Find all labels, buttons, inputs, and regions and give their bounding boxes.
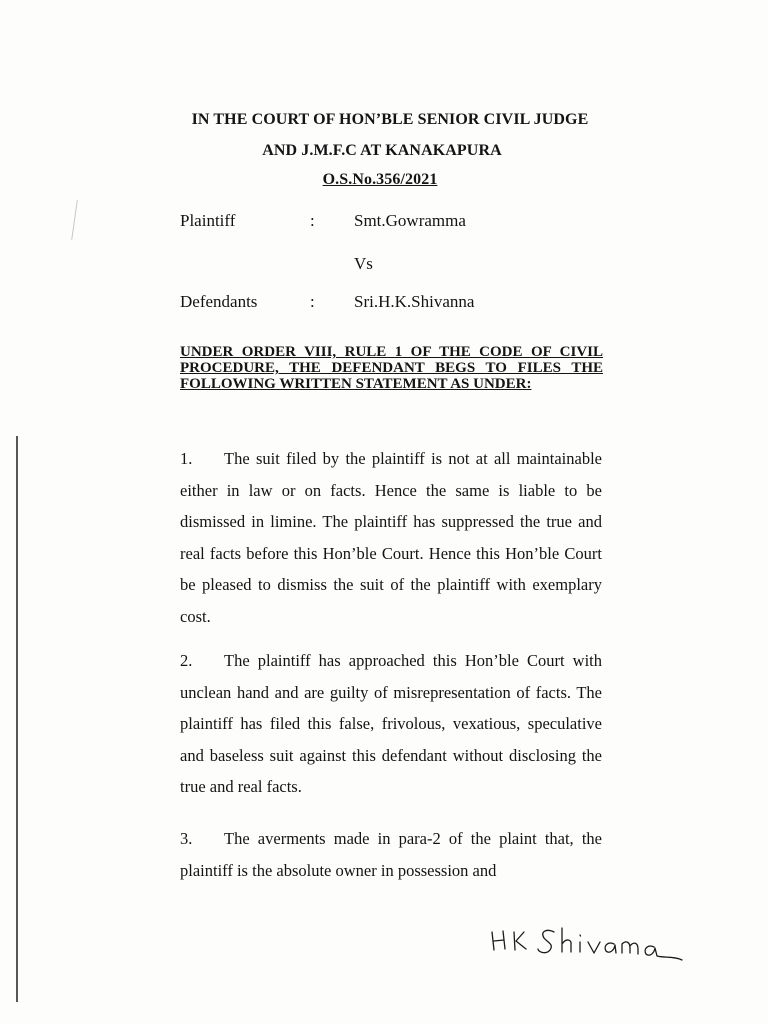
- signature-drawing: [488, 922, 688, 972]
- handwritten-signature: [488, 922, 688, 972]
- plaintiff-separator: :: [310, 211, 315, 230]
- paragraph-number: 1.: [180, 449, 193, 468]
- case-number: O.S.No.356/2021: [322, 171, 438, 188]
- scan-edge-line: [16, 436, 18, 1002]
- defendant-separator: :: [310, 292, 315, 311]
- paragraph-number: 3.: [180, 829, 193, 848]
- plaintiff-label: Plaintiff: [180, 211, 236, 230]
- defendant-name: Sri.H.K.Shivanna: [354, 292, 475, 311]
- plaintiff-name: Smt.Gowramma: [354, 211, 466, 230]
- order-heading: UNDER ORDER VIII, RULE 1 OF THE CODE OF CIVIL PROCEDURE, THE DEFENDANT BEGS TO FILES THE FOLLOWING WRITTEN STATEMENT AS UNDER:: [180, 344, 603, 392]
- paragraph-text: The plaintiff has approached this Hon’ble Court with unclean hand and are guilty of misrepresentation of facts. The plaintiff has filed this false, frivolous, vexatious, speculative and baseless suit against this defendant without disclosing the true and real facts.: [180, 651, 602, 796]
- versus-label: Vs: [354, 254, 373, 273]
- court-heading-line-2: AND J.M.F.C AT KANAKAPURA: [262, 142, 502, 159]
- defendant-label: Defendants: [180, 292, 258, 311]
- court-heading-line-1: IN THE COURT OF HON’BLE SENIOR CIVIL JUDGE: [191, 111, 589, 128]
- paragraph-3: [180, 823, 602, 886]
- paragraph-1: [180, 443, 602, 632]
- paragraph-text: The suit filed by the plaintiff is not at all maintainable either in law or on facts. Hence the same is liable to be dismissed in limine. The plaintiff has suppressed the true and real facts before this Hon’ble Court. Hence this Hon’ble Court be pleased to dismiss the suit of the plaintiff with exemplary cost.: [180, 449, 602, 626]
- scan-mark: [71, 200, 78, 240]
- paragraph-2: [180, 645, 602, 803]
- paragraph-text: The averments made in para-2 of the plaint that, the plaintiff is the absolute owner in possession and: [180, 829, 602, 880]
- paragraph-number: 2.: [180, 651, 193, 670]
